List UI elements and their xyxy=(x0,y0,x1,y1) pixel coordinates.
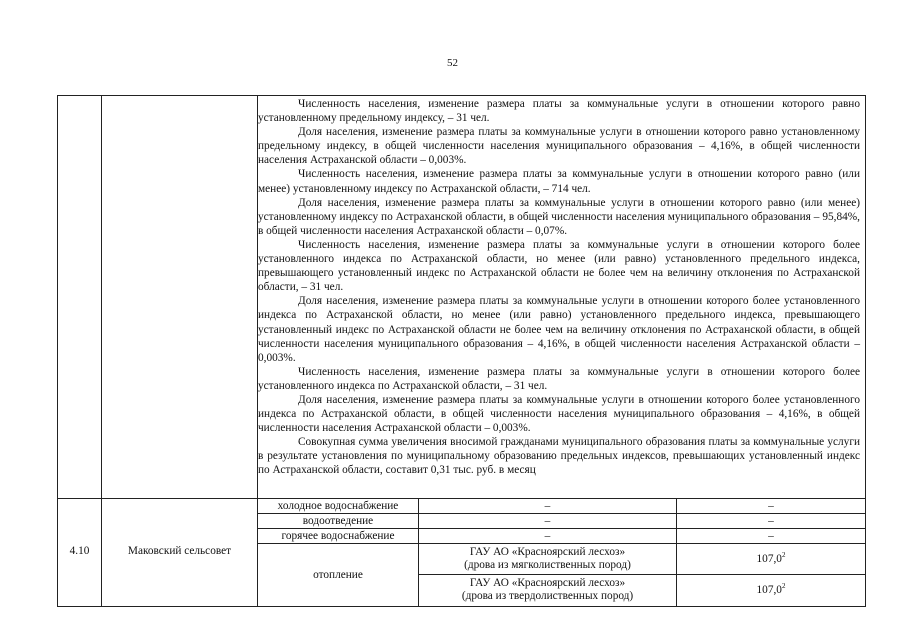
paragraph: Совокупная сумма увеличения вносимой гражданами муниципального образования платы за коммунальные услуги в результате установления по муниципальному образованию предельных индексов, превышающих установленный индекс по Астраханской области, составит 0,31 тыс. руб. в месяц xyxy=(258,436,860,477)
service-hot-water: горячее водоснабжение xyxy=(281,530,395,542)
provider-heating-hard xyxy=(419,577,676,603)
value-sewerage: – xyxy=(768,515,774,527)
provider-hot-water: – xyxy=(544,530,551,542)
footnote-ref: 2 xyxy=(781,551,786,560)
value-hot-water: – xyxy=(768,530,774,542)
paragraph: Численность населения, изменение размера платы за коммунальные услуги в отношении которого равно установленному предельному индексу, – 31 чел. xyxy=(258,98,860,125)
paragraph: Доля населения, изменение размера платы за коммунальные услуги в отношении которого равно (или менее) установленному индексу по Астраханской области, в общей численности населения муниципального образования – 95,84%, в общей численности населения Астраханской области – 0,07%. xyxy=(258,196,860,237)
provider-name: ГАУ АО «Красноярский лесхоз» xyxy=(469,546,626,558)
paragraph: Численность населения, изменение размера платы за коммунальные услуги в отношении которого равно (или менее) установленному индексу по Астраханской области, – 714 чел. xyxy=(258,168,860,195)
value-heating-soft xyxy=(677,553,865,566)
provider-heating-soft xyxy=(419,546,676,572)
provider-name: ГАУ АО «Красноярский лесхоз» xyxy=(469,577,626,589)
paragraph: Доля населения, изменение размера платы за коммунальные услуги в отношении которого более установленного индекса по Астраханской области, но менее (или равно) установленного предельного индекса, превышающего установленный индекс по Астраханской области не более чем на величину отклонения по Астраханской области, в общей численности населения муниципального образования – 4,16%, в общей численности населения Астраханской области – 0,003%. xyxy=(258,295,860,364)
page-number: 52 xyxy=(447,57,458,69)
row-number: 4.10 xyxy=(69,545,90,557)
service-heating: отопление xyxy=(313,569,363,581)
value-heating-hard xyxy=(677,584,865,597)
description-text xyxy=(258,97,860,478)
paragraph: Численность населения, изменение размера платы за коммунальные услуги в отношении которого более установленного индекса по Астраханской области, – 31 чел. xyxy=(258,365,860,392)
provider-sewerage: – xyxy=(544,515,551,527)
footnote-ref: 2 xyxy=(781,582,786,591)
service-cold-water: холодное водоснабжение xyxy=(277,500,399,512)
paragraph: Доля населения, изменение размера платы за коммунальные услуги в отношении которого более установленного индекса по Астраханской области, в общей численности населения муниципального образования – 4,16%, в общей численности населения Астраханской области – 0,003%. xyxy=(258,393,860,435)
municipality-name: Маковский сельсовет xyxy=(127,545,232,557)
provider-detail: (дрова из твердолиственных пород) xyxy=(461,590,634,602)
paragraph: Численность населения, изменение размера платы за коммунальные услуги в отношении которого более установленного индекса по Астраханской области, но менее (или равно) установленного предельного индекса, превышающего установленный индекс по Астраханской области не более чем на величину отклонения по Астраханской области, – 31 чел. xyxy=(258,238,860,294)
value-cold-water: – xyxy=(768,500,774,512)
service-sewerage: водоотведение xyxy=(302,515,374,527)
provider-cold-water: – xyxy=(544,500,551,512)
index-value: 107,0 xyxy=(756,553,782,565)
provider-detail: (дрова из мягколиственных пород) xyxy=(464,559,631,571)
paragraph: Доля населения, изменение размера платы за коммунальные услуги в отношении которого равно установленному предельному индексу, в общей численности населения муниципального образования – 4,16%, в общей численности населения Астраханской области – 0,003%. xyxy=(258,126,860,167)
index-value: 107,0 xyxy=(756,584,782,596)
